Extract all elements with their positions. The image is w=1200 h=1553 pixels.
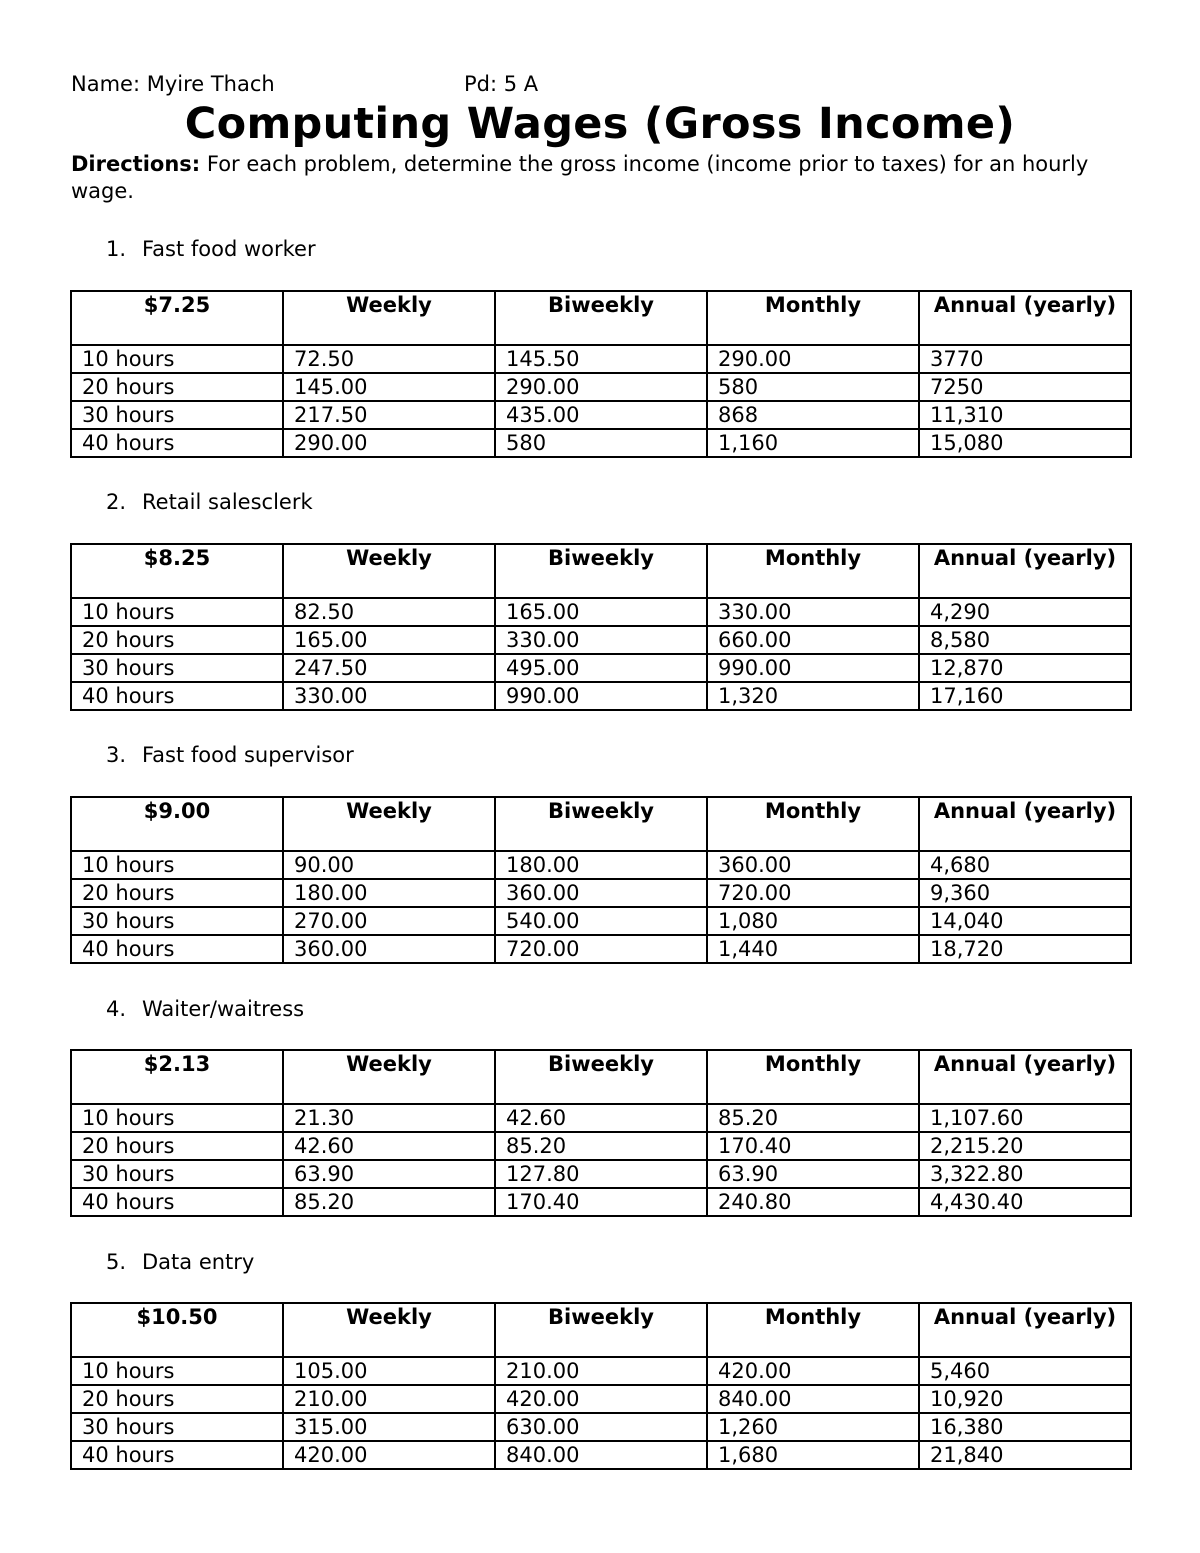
income-cell: 217.50 (283, 401, 495, 429)
problem-number: 3. (106, 743, 127, 767)
hours-cell: 30 hours (71, 1413, 283, 1441)
income-cell: 145.50 (495, 345, 707, 373)
column-header: Annual (yearly) (919, 291, 1131, 345)
income-cell: 1,440 (707, 935, 919, 963)
hours-cell: 10 hours (71, 851, 283, 879)
income-cell: 580 (707, 373, 919, 401)
hourly-wage-header: $2.13 (71, 1050, 283, 1104)
income-cell: 720.00 (495, 935, 707, 963)
income-cell: 330.00 (495, 626, 707, 654)
column-header: Weekly (283, 797, 495, 851)
income-cell: 170.40 (707, 1132, 919, 1160)
income-cell: 435.00 (495, 401, 707, 429)
table-row (71, 907, 1131, 935)
income-cell: 330.00 (707, 598, 919, 626)
income-cell: 1,080 (707, 907, 919, 935)
hours-cell: 20 hours (71, 1132, 283, 1160)
hours-cell: 40 hours (71, 935, 283, 963)
income-cell: 127.80 (495, 1160, 707, 1188)
income-cell: 42.60 (283, 1132, 495, 1160)
income-cell: 3,322.80 (919, 1160, 1131, 1188)
problem-title (70, 1249, 254, 1276)
income-cell: 290.00 (495, 373, 707, 401)
table-row (71, 345, 1131, 373)
table-row (71, 935, 1131, 963)
income-cell: 1,320 (707, 682, 919, 710)
income-cell: 90.00 (283, 851, 495, 879)
hours-cell: 40 hours (71, 1188, 283, 1216)
income-cell: 170.40 (495, 1188, 707, 1216)
hours-cell: 30 hours (71, 654, 283, 682)
worksheet-page (70, 70, 1130, 1467)
table-row (71, 1413, 1131, 1441)
wage-table (70, 543, 1132, 711)
table-row (71, 1132, 1131, 1160)
income-cell: 420.00 (495, 1385, 707, 1413)
column-header: Monthly (707, 1050, 919, 1104)
table-row (71, 1104, 1131, 1132)
income-cell: 85.20 (283, 1188, 495, 1216)
income-cell: 72.50 (283, 345, 495, 373)
income-cell: 165.00 (495, 598, 707, 626)
income-cell: 14,040 (919, 907, 1131, 935)
income-cell: 16,380 (919, 1413, 1131, 1441)
table-header-row (71, 797, 1131, 851)
income-cell: 990.00 (495, 682, 707, 710)
income-cell: 240.80 (707, 1188, 919, 1216)
directions-label: Directions: (71, 152, 201, 176)
income-cell: 420.00 (283, 1441, 495, 1469)
income-cell: 1,107.60 (919, 1104, 1131, 1132)
hours-cell: 20 hours (71, 373, 283, 401)
column-header: Monthly (707, 544, 919, 598)
income-cell: 180.00 (495, 851, 707, 879)
income-cell: 360.00 (283, 935, 495, 963)
income-cell: 210.00 (283, 1385, 495, 1413)
income-cell: 63.90 (283, 1160, 495, 1188)
column-header: Annual (yearly) (919, 1303, 1131, 1357)
income-cell: 330.00 (283, 682, 495, 710)
income-cell: 21.30 (283, 1104, 495, 1132)
problem-name: Fast food supervisor (142, 743, 354, 767)
problem-title (70, 489, 313, 516)
income-cell: 1,160 (707, 429, 919, 457)
income-cell: 18,720 (919, 935, 1131, 963)
column-header: Annual (yearly) (919, 797, 1131, 851)
table-header-row (71, 1050, 1131, 1104)
income-cell: 1,260 (707, 1413, 919, 1441)
table-row (71, 626, 1131, 654)
income-cell: 42.60 (495, 1104, 707, 1132)
table-row (71, 1441, 1131, 1469)
income-cell: 540.00 (495, 907, 707, 935)
income-cell: 11,310 (919, 401, 1131, 429)
hourly-wage-header: $8.25 (71, 544, 283, 598)
table-row (71, 373, 1131, 401)
problem-name: Fast food worker (142, 237, 316, 261)
student-name: Name: Myire Thach (71, 72, 275, 96)
income-cell: 4,290 (919, 598, 1131, 626)
hourly-wage-header: $9.00 (71, 797, 283, 851)
income-cell: 360.00 (707, 851, 919, 879)
income-cell: 63.90 (707, 1160, 919, 1188)
income-cell: 720.00 (707, 879, 919, 907)
column-header: Biweekly (495, 1050, 707, 1104)
header-line (70, 70, 1130, 98)
hours-cell: 20 hours (71, 1385, 283, 1413)
problem-name: Retail salesclerk (142, 490, 313, 514)
income-cell: 105.00 (283, 1357, 495, 1385)
hours-cell: 20 hours (71, 879, 283, 907)
problem-name: Waiter/waitress (142, 997, 305, 1021)
column-header: Biweekly (495, 544, 707, 598)
hours-cell: 30 hours (71, 907, 283, 935)
income-cell: 840.00 (495, 1441, 707, 1469)
table-row (71, 1385, 1131, 1413)
column-header: Biweekly (495, 1303, 707, 1357)
income-cell: 210.00 (495, 1357, 707, 1385)
hours-cell: 20 hours (71, 626, 283, 654)
income-cell: 10,920 (919, 1385, 1131, 1413)
class-period: Pd: 5 A (464, 72, 539, 96)
income-cell: 85.20 (707, 1104, 919, 1132)
hours-cell: 40 hours (71, 429, 283, 457)
table-row (71, 598, 1131, 626)
table-header-row (71, 544, 1131, 598)
income-cell: 270.00 (283, 907, 495, 935)
income-cell: 2,215.20 (919, 1132, 1131, 1160)
problem-title (70, 996, 304, 1023)
hours-cell: 10 hours (71, 1357, 283, 1385)
income-cell: 660.00 (707, 626, 919, 654)
hours-cell: 40 hours (71, 1441, 283, 1469)
column-header: Biweekly (495, 291, 707, 345)
directions (71, 151, 1130, 205)
hours-cell: 30 hours (71, 401, 283, 429)
income-cell: 165.00 (283, 626, 495, 654)
income-cell: 990.00 (707, 654, 919, 682)
income-cell: 840.00 (707, 1385, 919, 1413)
table-row (71, 401, 1131, 429)
income-cell: 12,870 (919, 654, 1131, 682)
table-header-row (71, 1303, 1131, 1357)
income-cell: 290.00 (707, 345, 919, 373)
income-cell: 145.00 (283, 373, 495, 401)
income-cell: 21,840 (919, 1441, 1131, 1469)
income-cell: 868 (707, 401, 919, 429)
income-cell: 495.00 (495, 654, 707, 682)
income-cell: 1,680 (707, 1441, 919, 1469)
table-row (71, 1188, 1131, 1216)
hours-cell: 10 hours (71, 598, 283, 626)
table-row (71, 1357, 1131, 1385)
table-row (71, 429, 1131, 457)
problem-title (70, 236, 316, 263)
wage-table (70, 796, 1132, 964)
income-cell: 315.00 (283, 1413, 495, 1441)
income-cell: 360.00 (495, 879, 707, 907)
table-header-row (71, 291, 1131, 345)
wage-table (70, 1302, 1132, 1470)
column-header: Monthly (707, 1303, 919, 1357)
income-cell: 290.00 (283, 429, 495, 457)
column-header: Weekly (283, 1050, 495, 1104)
table-row (71, 851, 1131, 879)
column-header: Monthly (707, 291, 919, 345)
income-cell: 8,580 (919, 626, 1131, 654)
problem-number: 5. (106, 1250, 127, 1274)
hours-cell: 10 hours (71, 1104, 283, 1132)
problem-number: 2. (106, 490, 127, 514)
wage-table (70, 290, 1132, 458)
income-cell: 9,360 (919, 879, 1131, 907)
income-cell: 5,460 (919, 1357, 1131, 1385)
directions-text: For each problem, determine the gross income (income prior to taxes) for an hourly wage. (71, 152, 1089, 203)
income-cell: 3770 (919, 345, 1131, 373)
table-row (71, 879, 1131, 907)
column-header: Monthly (707, 797, 919, 851)
problem-number: 4. (106, 997, 127, 1021)
column-header: Annual (yearly) (919, 544, 1131, 598)
column-header: Weekly (283, 544, 495, 598)
worksheet-title: Computing Wages (Gross Income) (184, 99, 1016, 149)
hours-cell: 10 hours (71, 345, 283, 373)
income-cell: 15,080 (919, 429, 1131, 457)
income-cell: 247.50 (283, 654, 495, 682)
column-header: Biweekly (495, 797, 707, 851)
table-row (71, 682, 1131, 710)
problem-title (70, 742, 354, 769)
hours-cell: 30 hours (71, 1160, 283, 1188)
income-cell: 4,430.40 (919, 1188, 1131, 1216)
income-cell: 17,160 (919, 682, 1131, 710)
income-cell: 630.00 (495, 1413, 707, 1441)
table-row (71, 1160, 1131, 1188)
column-header: Annual (yearly) (919, 1050, 1131, 1104)
income-cell: 180.00 (283, 879, 495, 907)
table-row (71, 654, 1131, 682)
income-cell: 420.00 (707, 1357, 919, 1385)
income-cell: 85.20 (495, 1132, 707, 1160)
income-cell: 580 (495, 429, 707, 457)
hours-cell: 40 hours (71, 682, 283, 710)
income-cell: 7250 (919, 373, 1131, 401)
income-cell: 82.50 (283, 598, 495, 626)
wage-table (70, 1049, 1132, 1217)
income-cell: 4,680 (919, 851, 1131, 879)
hourly-wage-header: $7.25 (71, 291, 283, 345)
problem-name: Data entry (142, 1250, 255, 1274)
hourly-wage-header: $10.50 (71, 1303, 283, 1357)
column-header: Weekly (283, 291, 495, 345)
column-header: Weekly (283, 1303, 495, 1357)
problem-number: 1. (106, 237, 127, 261)
